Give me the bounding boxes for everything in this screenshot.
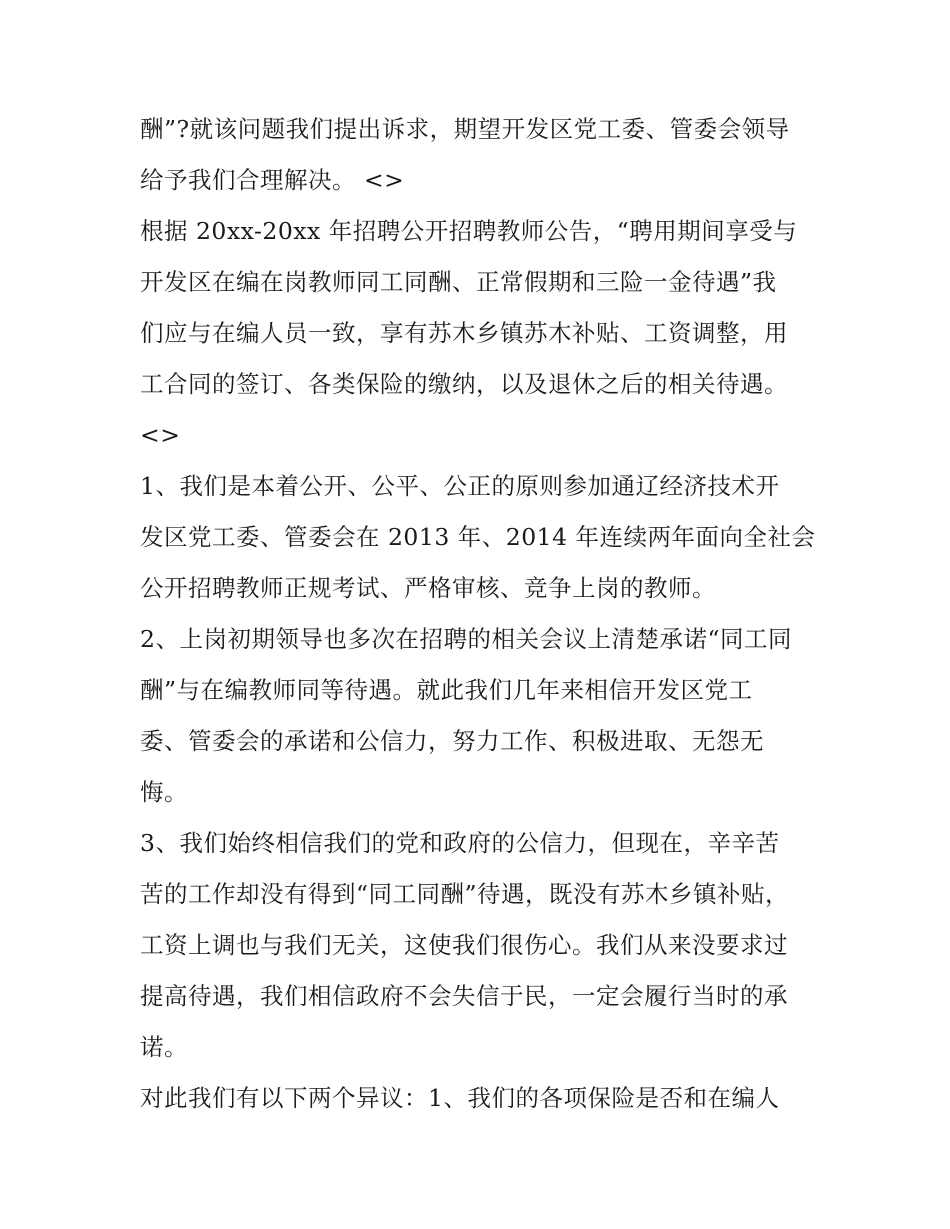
paragraph-6: 对此我们有以下两个异议：1、我们的各项保险是否和在编人 bbox=[140, 1084, 780, 1112]
paragraph-4: 2、上岗初期领导也多次在招聘的相关会议上清楚承诺“同工同 酬”与在编教师同等待遇。就此我们几年来相信开发区党工 委、管委会的承诺和公信力，努力工作、积极进取、无怨无 悔。 bbox=[140, 625, 792, 806]
document-body bbox=[140, 104, 820, 1124]
paragraph-3: 1、我们是本着公开、公平、公正的原则参加通辽经济技术开 发区党工委、管委会在 2013 年、2014 年连续两年面向全社会 公开招聘教师正规考试、严格审核、竞争上岗的教师。 bbox=[140, 472, 816, 602]
paragraph-1: 酬”?就该问题我们提出诉求，期望开发区党工委、管委会领导 给予我们合理解决。 <> bbox=[140, 115, 790, 194]
paragraph-5: 3、我们始终相信我们的党和政府的公信力，但现在，辛辛苦 苦的工作却没有得到“同工同酬”待遇，既没有苏木乡镇补贴， 工资上调也与我们无关，这使我们很伤心。我们从来没要求过 提高待遇，我们相信政府不会失信于民，一定会履行当时的承 诺。 bbox=[140, 829, 790, 1061]
paragraph-2: 根据 20xx-20xx 年招聘公开招聘教师公告，“聘用期间享受与 开发区在编在岗教师同工同酬、正常假期和三险一金待遇”我 们应与在编人员一致，享有苏木乡镇苏木补贴、工资调整，用 工合同的签订、各类保险的缴纳，以及退休之后的相关待遇。 <> bbox=[140, 217, 798, 449]
